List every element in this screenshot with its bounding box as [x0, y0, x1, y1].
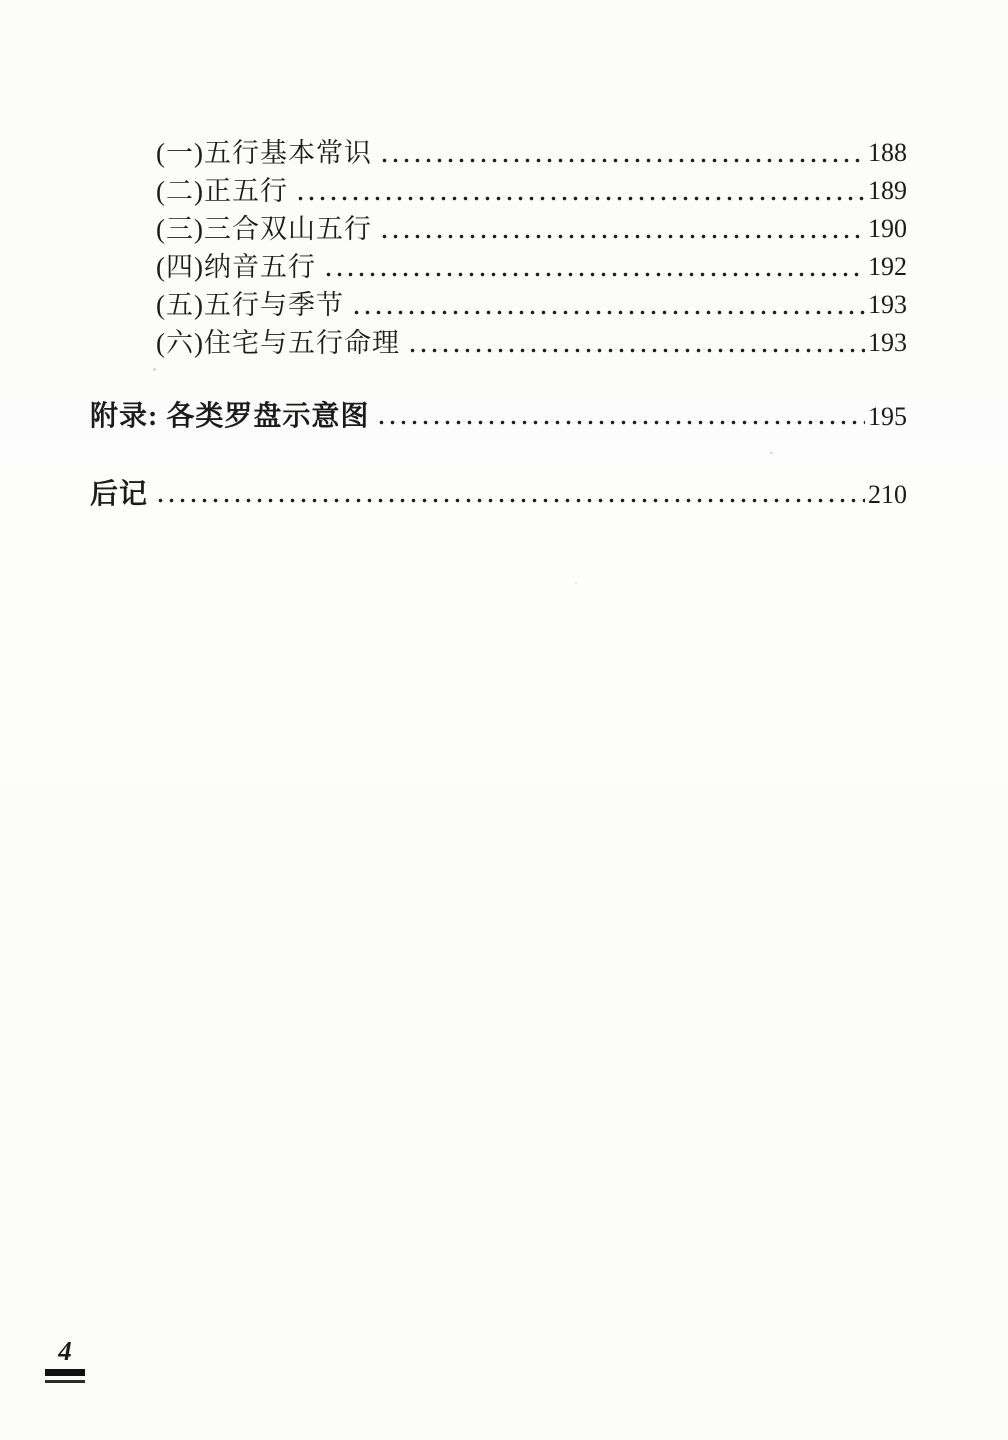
dot-leader [374, 400, 865, 434]
dot-leader [405, 324, 865, 362]
toc-entry-page: 195 [868, 402, 907, 431]
toc-entry-label: 附录: 各类罗盘示意图 [90, 401, 370, 432]
page-number: 4 [58, 1336, 72, 1366]
toc-entry-label: (四)纳音五行 [156, 252, 316, 282]
toc-entry-page: 210 [868, 480, 907, 509]
toc-entry-page: 193 [868, 290, 907, 319]
toc-entry-page: 193 [868, 328, 907, 357]
toc-entry-page: 188 [868, 138, 907, 167]
toc-entry [90, 248, 907, 286]
dot-leader [349, 286, 865, 324]
toc-entry-label: (五)五行与季节 [156, 290, 344, 320]
toc-entry [90, 324, 907, 362]
toc-entry-label: (六)住宅与五行命理 [156, 328, 400, 358]
toc-entry-label: (一)五行基本常识 [156, 138, 372, 168]
scan-speck [575, 582, 577, 584]
toc-entry [90, 286, 907, 324]
toc-entry [90, 478, 907, 512]
toc-entry-page: 192 [868, 252, 907, 281]
toc-entry-page: 190 [868, 214, 907, 243]
dot-leader [377, 134, 865, 172]
toc-entry-label: 后记 [90, 479, 149, 510]
toc-entry [90, 134, 907, 172]
dot-leader [293, 172, 865, 210]
scan-speck [770, 452, 773, 454]
toc-entry-page: 189 [868, 176, 907, 205]
toc-entry-label: (二)正五行 [156, 176, 288, 206]
footer-rule-thick [45, 1369, 85, 1376]
footer-rule-thin [45, 1380, 85, 1383]
table-of-contents [90, 134, 907, 512]
toc-entry-label: (三)三合双山五行 [156, 214, 372, 244]
page-footer [45, 1336, 105, 1383]
toc-entry [90, 172, 907, 210]
toc-entry [90, 210, 907, 248]
dot-leader [377, 210, 865, 248]
dot-leader [153, 478, 865, 512]
dot-leader [321, 248, 865, 286]
toc-entry [90, 400, 907, 434]
scan-speck [153, 368, 156, 371]
